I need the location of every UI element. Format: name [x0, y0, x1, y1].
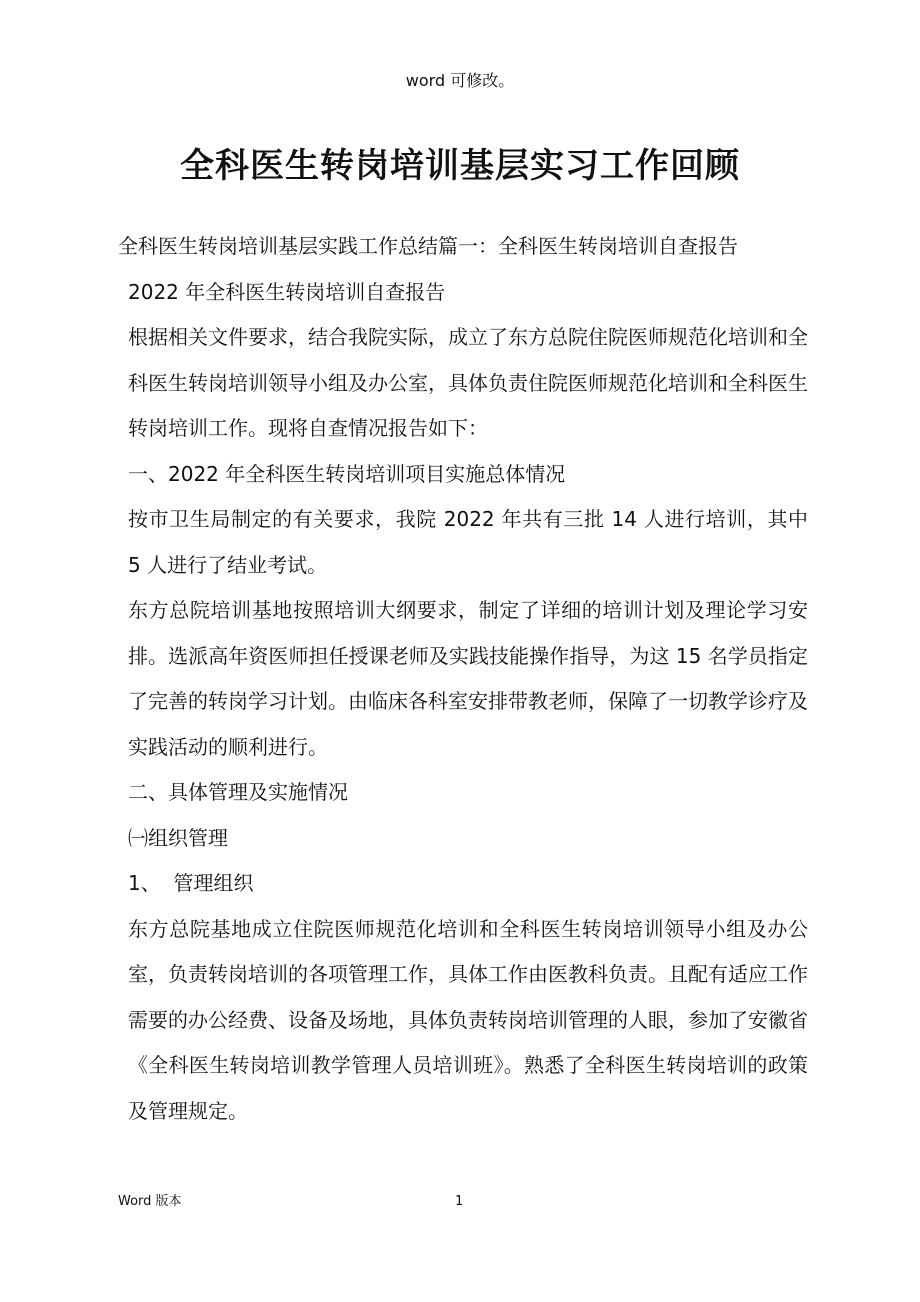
section-heading-2: 二、具体管理及实施情况	[128, 780, 348, 804]
paragraph-intro: 全科医生转岗培训基层实践工作总结篇一：全科医生转岗培训自查报告	[118, 234, 738, 258]
header-note: word 可修改。	[405, 71, 515, 90]
item-heading-management: 1、 管理组织	[128, 871, 254, 895]
section-heading-1: 一、2022 年全科医生转岗培训项目实施总体情况	[128, 461, 566, 486]
page-number: 1	[455, 1194, 464, 1209]
paragraph-training-plan: 东方总院培训基地按照培训大纲要求，制定了详细的培训计划及理论学习安排。选派高年资医师担任授课老师及实践技能操作指导，为这 15 名学员指定了完善的转岗学习计划。由临床各科室安排带教老师，保障了一切教学诊疗及实践活动的顺利进行。	[128, 598, 808, 759]
paragraph-trainees: 按市卫生局制定的有关要求，我院 2022 年共有三批 14 人进行培训，其中 5 人进行了结业考试。	[128, 507, 808, 577]
paragraph-management-details: 东方总院基地成立住院医师规范化培训和全科医生转岗培训领导小组及办公室，负责转岗培训的各项管理工作，具体工作由医教科负责。且配有适应工作需要的办公经费、设备及场地，具体负责转岗培训管理的人眼，参加了安徽省《全科医生转岗培训教学管理人员培训班》。熟悉了全科医生转岗培训的政策及管理规定。	[128, 916, 808, 1123]
document-body	[118, 224, 808, 1134]
subsection-heading-organization: ㈠组织管理	[128, 825, 228, 850]
document-title: 全科医生转岗培训基层实习工作回顾	[180, 146, 740, 186]
footer-label: Word 版本	[118, 1194, 182, 1209]
paragraph-report-title: 2022 年全科医生转岗培训自查报告	[128, 279, 446, 304]
paragraph-background: 根据相关文件要求，结合我院实际，成立了东方总院住院医师规范化培训和全科医生转岗培训领导小组及办公室，具体负责住院医师规范化培训和全科医生转岗培训工作。现将自查情况报告如下：	[128, 325, 808, 440]
